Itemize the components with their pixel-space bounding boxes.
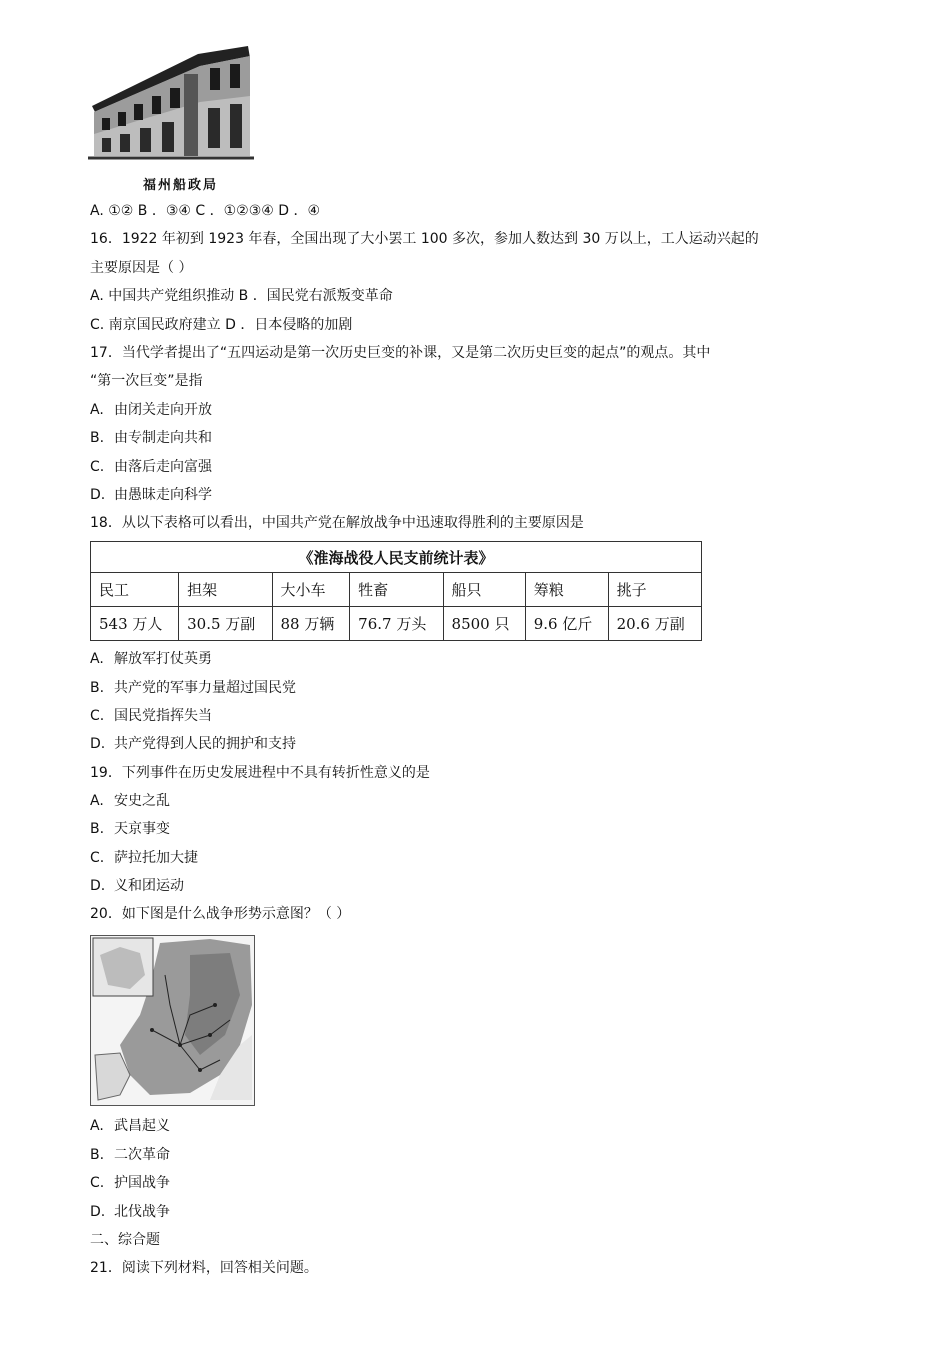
- table-header: 船只: [443, 573, 525, 607]
- q20-stem: 20．如下图是什么战争形势示意图？（ ）: [90, 906, 351, 922]
- q17-option-d: D. 由愚昧走向科学: [90, 487, 212, 503]
- q19-option-b: B. 天京事变: [90, 821, 170, 837]
- table-cell: 543 万人: [91, 607, 179, 641]
- table-cell: 88 万辆: [272, 607, 350, 641]
- war-map: [90, 935, 255, 1110]
- table-header: 挑子: [608, 573, 701, 607]
- table-header: 筹粮: [525, 573, 608, 607]
- table-header-row: [91, 573, 702, 607]
- q17-option-b: B. 由专制走向共和: [90, 430, 212, 446]
- q19-stem: 19．下列事件在历史发展进程中不具有转折性意义的是: [90, 765, 430, 781]
- table-cell: 9.6 亿斤: [525, 607, 608, 641]
- q21-stem: 21．阅读下列材料，回答相关问题。: [90, 1260, 318, 1276]
- q16-stem-line1: 16．1922 年初到 1923 年春，全国出现了大小罢工 100 多次，参加人数达到 30 万以上，工人运动兴起的: [90, 231, 759, 247]
- q15-options: A. ①② B ．③④ C ．①②③④ D ．④: [90, 203, 321, 219]
- table-cell: 8500 只: [443, 607, 525, 641]
- q18-stem: 18．从以下表格可以看出，中国共产党在解放战争中迅速取得胜利的主要原因是: [90, 515, 584, 531]
- q20-option-c: C. 护国战争: [90, 1175, 170, 1191]
- table-cell: 20.6 万副: [608, 607, 701, 641]
- q20-option-d: D. 北伐战争: [90, 1204, 170, 1220]
- table-header: 牲畜: [350, 573, 443, 607]
- building-photo: [88, 44, 254, 170]
- q20-option-b: B. 二次革命: [90, 1147, 170, 1163]
- q20-option-a: A. 武昌起义: [90, 1118, 170, 1134]
- q19-option-d: D. 义和团运动: [90, 878, 184, 894]
- table-header: 担架: [179, 573, 272, 607]
- q16-stem-line2: 主要原因是（ ）: [90, 260, 193, 276]
- table-header: 大小车: [272, 573, 350, 607]
- table-row: [91, 607, 702, 641]
- q17-option-a: A. 由闭关走向开放: [90, 402, 212, 418]
- table-cell: 30.5 万副: [179, 607, 272, 641]
- q19-option-a: A. 安史之乱: [90, 793, 170, 809]
- image-caption: 福州船政局: [143, 178, 219, 193]
- q17-stem-line1: 17．当代学者提出了“五四运动是第一次历史巨变的补课，又是第二次历史巨变的起点”的观点。其中: [90, 345, 711, 361]
- table-title: 《淮海战役人民支前统计表》: [91, 542, 702, 573]
- q18-option-c: C. 国民党指挥失当: [90, 708, 212, 724]
- q19-option-c: C. 萨拉托加大捷: [90, 850, 198, 866]
- section-heading: 二、综合题: [90, 1232, 160, 1248]
- q17-option-c: C. 由落后走向富强: [90, 459, 212, 475]
- q16-options-ab: A. 中国共产党组织推动 B ．国民党右派叛变革命: [90, 288, 393, 304]
- statistics-table: [90, 541, 702, 641]
- q18-option-a: A. 解放军打仗英勇: [90, 651, 212, 667]
- q18-option-b: B. 共产党的军事力量超过国民党: [90, 680, 296, 696]
- table-header: 民工: [91, 573, 179, 607]
- q17-stem-line2: “第一次巨变”是指: [90, 373, 203, 389]
- q16-options-cd: C. 南京国民政府建立 D ．日本侵略的加剧: [90, 317, 353, 333]
- table-cell: 76.7 万头: [350, 607, 443, 641]
- q18-option-d: D. 共产党得到人民的拥护和支持: [90, 736, 296, 752]
